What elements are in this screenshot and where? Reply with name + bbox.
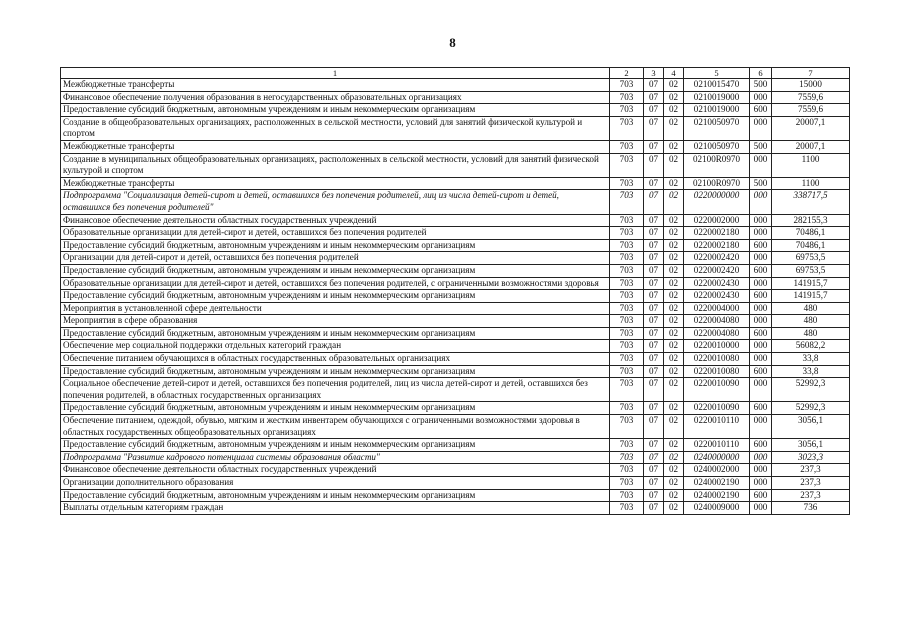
row-target-code: 0220010000 [684, 340, 750, 353]
row-col-3: 07 [644, 153, 664, 177]
row-expense-type: 600 [750, 489, 772, 502]
table-row [61, 277, 850, 290]
row-amount: 33,8 [772, 353, 850, 366]
row-amount: 237,3 [772, 464, 850, 477]
row-col-2: 703 [610, 153, 644, 177]
row-col-4: 02 [664, 214, 684, 227]
row-col-3: 07 [644, 214, 664, 227]
row-name: Организации дополнительного образования [61, 477, 610, 490]
row-col-3: 07 [644, 489, 664, 502]
row-amount: 20007,1 [772, 116, 850, 140]
row-amount: 3023,3 [772, 451, 850, 464]
column-header: 5 [684, 68, 750, 79]
row-amount: 480 [772, 315, 850, 328]
row-col-4: 02 [664, 489, 684, 502]
row-name: Финансовое обеспечение получения образования в негосударственных образовательных организациях [61, 91, 610, 104]
column-header: 1 [61, 68, 610, 79]
row-name: Подпрограмма "Развитие кадрового потенциала системы образования области" [61, 451, 610, 464]
row-col-2: 703 [610, 415, 644, 439]
row-col-3: 07 [644, 177, 664, 190]
row-col-2: 703 [610, 190, 644, 214]
row-amount: 56082,2 [772, 340, 850, 353]
row-name: Предоставление субсидий бюджетным, автономным учреждениям и иным некоммерческим организациям [61, 290, 610, 303]
row-target-code: 0220000000 [684, 190, 750, 214]
row-col-3: 07 [644, 402, 664, 415]
row-col-2: 703 [610, 315, 644, 328]
row-amount: 3056,1 [772, 415, 850, 439]
table-row [61, 502, 850, 515]
row-col-2: 703 [610, 353, 644, 366]
row-expense-type: 600 [750, 327, 772, 340]
row-target-code: 02100R0970 [684, 153, 750, 177]
table-row [61, 190, 850, 214]
row-expense-type: 600 [750, 239, 772, 252]
row-col-2: 703 [610, 477, 644, 490]
row-col-3: 07 [644, 315, 664, 328]
row-col-3: 07 [644, 302, 664, 315]
row-target-code: 0220002430 [684, 290, 750, 303]
row-amount: 20007,1 [772, 140, 850, 153]
row-col-3: 07 [644, 227, 664, 240]
row-amount: 480 [772, 302, 850, 315]
row-expense-type: 000 [750, 340, 772, 353]
row-expense-type: 000 [750, 353, 772, 366]
row-col-3: 07 [644, 79, 664, 92]
row-expense-type: 600 [750, 402, 772, 415]
row-col-2: 703 [610, 451, 644, 464]
row-amount: 69753,5 [772, 252, 850, 265]
row-col-4: 02 [664, 79, 684, 92]
row-amount: 480 [772, 327, 850, 340]
row-col-4: 02 [664, 190, 684, 214]
row-col-4: 02 [664, 252, 684, 265]
row-col-3: 07 [644, 340, 664, 353]
row-name: Организации для детей-сирот и детей, оставшихся без попечения родителей [61, 252, 610, 265]
row-col-3: 07 [644, 290, 664, 303]
table-row [61, 378, 850, 402]
row-amount: 141915,7 [772, 290, 850, 303]
row-col-2: 703 [610, 340, 644, 353]
row-amount: 3056,1 [772, 439, 850, 452]
row-target-code: 0240000000 [684, 451, 750, 464]
row-col-3: 07 [644, 439, 664, 452]
table-row [61, 302, 850, 315]
row-col-4: 02 [664, 227, 684, 240]
table-row [61, 353, 850, 366]
row-col-3: 07 [644, 415, 664, 439]
row-name: Обеспечение питанием обучающихся в областных государственных образовательных организациях [61, 353, 610, 366]
column-header: 7 [772, 68, 850, 79]
row-name: Обеспечение питанием, одеждой, обувью, мягким и жестким инвентарем обучающихся с ограниченными возможностями здоровья в областных государственных общеобразовательных организациях [61, 415, 610, 439]
row-expense-type: 000 [750, 214, 772, 227]
row-name: Подпрограмма "Социализация детей-сирот и детей, оставшихся без попечения родителей, лиц из числа детей-сирот и детей, оставшихся без попечения родителей" [61, 190, 610, 214]
row-expense-type: 500 [750, 79, 772, 92]
row-expense-type: 600 [750, 264, 772, 277]
row-col-3: 07 [644, 91, 664, 104]
table-row [61, 239, 850, 252]
row-expense-type: 600 [750, 104, 772, 117]
row-name: Предоставление субсидий бюджетным, автономным учреждениям и иным некоммерческим организациям [61, 365, 610, 378]
row-amount: 70486,1 [772, 239, 850, 252]
row-expense-type: 000 [750, 477, 772, 490]
row-target-code: 0240009000 [684, 502, 750, 515]
table-row [61, 290, 850, 303]
row-col-3: 07 [644, 252, 664, 265]
row-amount: 7559,6 [772, 104, 850, 117]
row-col-4: 02 [664, 140, 684, 153]
row-target-code: 0220010110 [684, 415, 750, 439]
row-target-code: 0220010110 [684, 439, 750, 452]
row-col-3: 07 [644, 264, 664, 277]
row-amount: 52992,3 [772, 402, 850, 415]
row-expense-type: 000 [750, 153, 772, 177]
row-name: Предоставление субсидий бюджетным, автономным учреждениям и иным некоммерческим организациям [61, 104, 610, 117]
page-number: 8 [449, 35, 456, 50]
row-name: Межбюджетные трансферты [61, 177, 610, 190]
row-col-4: 02 [664, 415, 684, 439]
row-expense-type: 000 [750, 91, 772, 104]
table-row [61, 365, 850, 378]
row-name: Обеспечение мер социальной поддержки отдельных категорий граждан [61, 340, 610, 353]
row-target-code: 0220002180 [684, 227, 750, 240]
row-col-2: 703 [610, 365, 644, 378]
row-col-3: 07 [644, 190, 664, 214]
row-col-4: 02 [664, 502, 684, 515]
row-col-3: 07 [644, 464, 664, 477]
row-target-code: 0210019000 [684, 91, 750, 104]
row-target-code: 02100R0970 [684, 177, 750, 190]
row-name: Создание в общеобразовательных организациях, расположенных в сельской местности, условий для занятий физической культурой и спортом [61, 116, 610, 140]
row-target-code: 0220002420 [684, 252, 750, 265]
row-col-3: 07 [644, 451, 664, 464]
column-header: 4 [664, 68, 684, 79]
row-col-3: 07 [644, 502, 664, 515]
table-row [61, 327, 850, 340]
row-expense-type: 000 [750, 502, 772, 515]
row-amount: 70486,1 [772, 227, 850, 240]
row-col-2: 703 [610, 214, 644, 227]
row-expense-type: 000 [750, 252, 772, 265]
row-name: Предоставление субсидий бюджетным, автономным учреждениям и иным некоммерческим организациям [61, 264, 610, 277]
row-col-2: 703 [610, 290, 644, 303]
row-col-4: 02 [664, 153, 684, 177]
row-expense-type: 000 [750, 464, 772, 477]
row-col-2: 703 [610, 402, 644, 415]
row-target-code: 0240002190 [684, 477, 750, 490]
row-col-4: 02 [664, 327, 684, 340]
row-col-4: 02 [664, 365, 684, 378]
row-amount: 282155,3 [772, 214, 850, 227]
row-col-2: 703 [610, 239, 644, 252]
row-col-3: 07 [644, 116, 664, 140]
row-col-3: 07 [644, 365, 664, 378]
row-col-4: 02 [664, 91, 684, 104]
row-col-2: 703 [610, 327, 644, 340]
row-amount: 736 [772, 502, 850, 515]
row-name: Межбюджетные трансферты [61, 79, 610, 92]
row-col-2: 703 [610, 302, 644, 315]
row-col-4: 02 [664, 464, 684, 477]
row-expense-type: 500 [750, 177, 772, 190]
row-target-code: 0240002190 [684, 489, 750, 502]
column-header: 3 [644, 68, 664, 79]
row-col-2: 703 [610, 464, 644, 477]
row-target-code: 0220004080 [684, 315, 750, 328]
row-col-3: 07 [644, 378, 664, 402]
row-col-2: 703 [610, 502, 644, 515]
table-row [61, 227, 850, 240]
row-name: Предоставление субсидий бюджетным, автономным учреждениям и иным некоммерческим организациям [61, 439, 610, 452]
row-col-3: 07 [644, 104, 664, 117]
row-col-2: 703 [610, 104, 644, 117]
table-row [61, 415, 850, 439]
row-name: Финансовое обеспечение деятельности областных государственных учреждений [61, 214, 610, 227]
row-col-4: 02 [664, 116, 684, 140]
row-amount: 1100 [772, 177, 850, 190]
row-col-2: 703 [610, 79, 644, 92]
row-col-4: 02 [664, 177, 684, 190]
row-name: Предоставление субсидий бюджетным, автономным учреждениям и иным некоммерческим организациям [61, 327, 610, 340]
table-row [61, 489, 850, 502]
row-name: Социальное обеспечение детей-сирот и детей, оставшихся без попечения родителей, лиц из числа детей-сирот и детей, оставшихся без попечения родителей, в областных государственных организациях [61, 378, 610, 402]
row-col-4: 02 [664, 477, 684, 490]
row-amount: 15000 [772, 79, 850, 92]
row-col-2: 703 [610, 378, 644, 402]
row-expense-type: 000 [750, 415, 772, 439]
row-col-3: 07 [644, 477, 664, 490]
row-name: Выплаты отдельным категориям граждан [61, 502, 610, 515]
row-col-4: 02 [664, 277, 684, 290]
row-col-2: 703 [610, 227, 644, 240]
column-header: 6 [750, 68, 772, 79]
row-col-2: 703 [610, 264, 644, 277]
table-row [61, 140, 850, 153]
row-col-2: 703 [610, 252, 644, 265]
row-expense-type: 000 [750, 277, 772, 290]
row-amount: 237,3 [772, 477, 850, 490]
row-col-4: 02 [664, 340, 684, 353]
row-amount: 1100 [772, 153, 850, 177]
row-expense-type: 600 [750, 439, 772, 452]
row-col-2: 703 [610, 140, 644, 153]
row-target-code: 0240002000 [684, 464, 750, 477]
row-name: Межбюджетные трансферты [61, 140, 610, 153]
row-name: Мероприятия в сфере образования [61, 315, 610, 328]
row-col-4: 02 [664, 239, 684, 252]
row-target-code: 0220004080 [684, 327, 750, 340]
row-col-2: 703 [610, 177, 644, 190]
row-expense-type: 000 [750, 116, 772, 140]
table-row [61, 315, 850, 328]
table-row [61, 402, 850, 415]
row-target-code: 0210050970 [684, 140, 750, 153]
row-amount: 141915,7 [772, 277, 850, 290]
row-target-code: 0220004000 [684, 302, 750, 315]
row-amount: 338717,5 [772, 190, 850, 214]
row-amount: 52992,3 [772, 378, 850, 402]
row-name: Образовательные организации для детей-сирот и детей, оставшихся без попечения родителей [61, 227, 610, 240]
row-expense-type: 000 [750, 451, 772, 464]
row-target-code: 0220002430 [684, 277, 750, 290]
row-name: Мероприятия в установленной сфере деятельности [61, 302, 610, 315]
row-target-code: 0210015470 [684, 79, 750, 92]
row-target-code: 0220002420 [684, 264, 750, 277]
row-name: Образовательные организации для детей-сирот и детей, оставшихся без попечения родителей, с ограниченными возможностями здоровья [61, 277, 610, 290]
row-col-2: 703 [610, 439, 644, 452]
row-col-4: 02 [664, 290, 684, 303]
row-expense-type: 000 [750, 302, 772, 315]
row-expense-type: 000 [750, 378, 772, 402]
row-target-code: 0220010090 [684, 378, 750, 402]
header-row [61, 68, 850, 79]
row-target-code: 0210050970 [684, 116, 750, 140]
table-row [61, 153, 850, 177]
row-name: Предоставление субсидий бюджетным, автономным учреждениям и иным некоммерческим организациям [61, 402, 610, 415]
row-target-code: 0210019000 [684, 104, 750, 117]
row-amount: 237,3 [772, 489, 850, 502]
table-row [61, 252, 850, 265]
row-target-code: 0220010090 [684, 402, 750, 415]
row-col-3: 07 [644, 353, 664, 366]
row-expense-type: 500 [750, 140, 772, 153]
row-amount: 69753,5 [772, 264, 850, 277]
row-amount: 7559,6 [772, 91, 850, 104]
row-expense-type: 000 [750, 190, 772, 214]
row-expense-type: 000 [750, 227, 772, 240]
table-row [61, 91, 850, 104]
row-col-4: 02 [664, 315, 684, 328]
row-col-4: 02 [664, 302, 684, 315]
row-target-code: 0220002000 [684, 214, 750, 227]
row-name: Предоставление субсидий бюджетным, автономным учреждениям и иным некоммерческим организациям [61, 489, 610, 502]
budget-table [60, 67, 850, 515]
row-col-2: 703 [610, 91, 644, 104]
row-col-2: 703 [610, 116, 644, 140]
table-row [61, 214, 850, 227]
table-row [61, 464, 850, 477]
table-row [61, 79, 850, 92]
row-name: Финансовое обеспечение деятельности областных государственных учреждений [61, 464, 610, 477]
table-row [61, 340, 850, 353]
row-target-code: 0220010080 [684, 353, 750, 366]
table-row [61, 177, 850, 190]
row-amount: 33,8 [772, 365, 850, 378]
row-target-code: 0220010080 [684, 365, 750, 378]
table-row [61, 439, 850, 452]
table-row [61, 477, 850, 490]
row-col-3: 07 [644, 239, 664, 252]
row-expense-type: 600 [750, 290, 772, 303]
table-row [61, 116, 850, 140]
row-expense-type: 600 [750, 365, 772, 378]
row-col-4: 02 [664, 104, 684, 117]
row-col-2: 703 [610, 489, 644, 502]
row-col-3: 07 [644, 140, 664, 153]
row-col-4: 02 [664, 264, 684, 277]
table-row [61, 451, 850, 464]
row-name: Создание в муниципальных общеобразовательных организациях, расположенных в сельской местности, условий для занятий физической культурой и спортом [61, 153, 610, 177]
row-col-4: 02 [664, 451, 684, 464]
row-expense-type: 000 [750, 315, 772, 328]
row-col-4: 02 [664, 402, 684, 415]
row-col-4: 02 [664, 353, 684, 366]
column-header: 2 [610, 68, 644, 79]
table-row [61, 264, 850, 277]
table-row [61, 104, 850, 117]
row-col-3: 07 [644, 327, 664, 340]
row-name: Предоставление субсидий бюджетным, автономным учреждениям и иным некоммерческим организациям [61, 239, 610, 252]
row-target-code: 0220002180 [684, 239, 750, 252]
row-col-2: 703 [610, 277, 644, 290]
row-col-4: 02 [664, 378, 684, 402]
row-col-4: 02 [664, 439, 684, 452]
row-col-3: 07 [644, 277, 664, 290]
